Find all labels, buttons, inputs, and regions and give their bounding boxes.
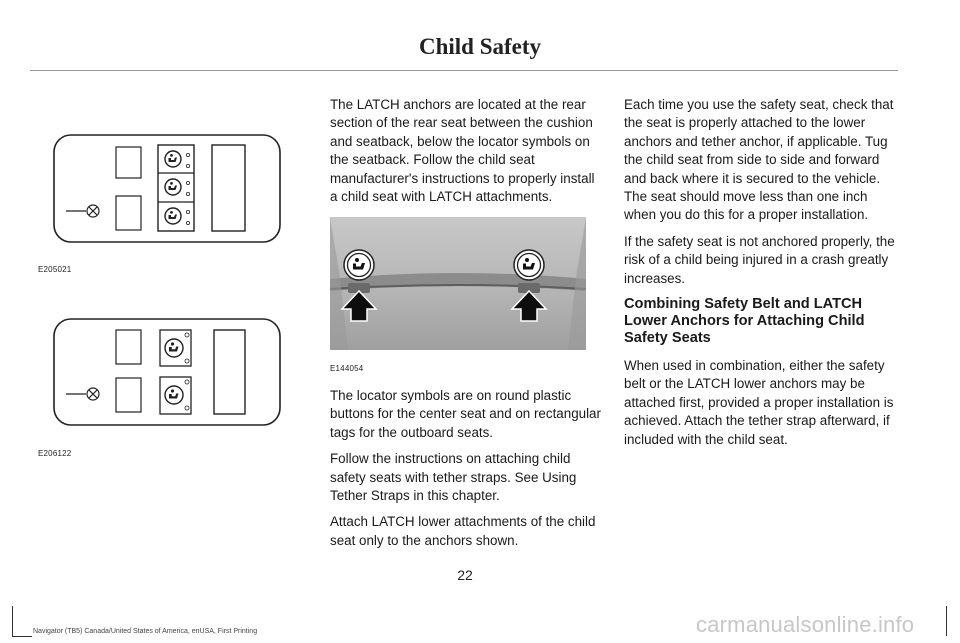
page-number: 22 (457, 567, 473, 583)
paragraph: Attach LATCH lower attachments of the child seat only to the anchors shown. (330, 514, 596, 548)
child-seat-anchor-icon (165, 208, 181, 224)
child-seat-anchor-icon (165, 179, 181, 195)
header-divider (30, 70, 898, 71)
crop-mark (12, 636, 32, 637)
paragraph: Each time you use the safety seat, check that the seat is properly attached to the lower anchors and tether anchor, if applicable. Tug the child seat from side to side and forward and back where it is secured to the vehicle. The seat should move less than one inch when you do this for a proper installation. (624, 97, 894, 223)
footer-text: Navigator (TB5) Canada/United States of America, enUSA, First Printing (33, 628, 258, 635)
paragraph: Follow the instructions on attaching child safety seats with tether straps. See Using Tether Straps in this chapter. (330, 451, 577, 504)
paragraph: If the safety seat is not anchored properly, the risk of a child being injured in a crash greatly increases. (624, 233, 895, 286)
paragraph: When used in combination, either the safety belt or the LATCH lower anchors may be attached first, provided a proper installation is achieved. Attach the tether strap afterward, if included with the child seat. (624, 358, 894, 447)
middle-column (330, 96, 602, 214)
child-seat-anchor-icon (165, 151, 181, 167)
paragraph: The locator symbols are on round plastic buttons for the center seat and on rectangular tags for the outboard seats. (330, 388, 601, 440)
middle-column-lower (330, 387, 602, 558)
figure-label: E205021 (38, 265, 72, 274)
child-seat-anchor-icon (344, 250, 374, 280)
child-seat-anchor-icon (514, 250, 544, 280)
crop-mark (12, 606, 13, 636)
figure-label: E144054 (330, 364, 364, 373)
child-seat-anchor-icon (165, 339, 183, 357)
section-heading: Combining Safety Belt and LATCH Lower Anchors for Attaching Child Safety Seats (624, 296, 865, 347)
figure-label: E206122 (38, 449, 72, 458)
child-seat-anchor-icon (165, 386, 183, 404)
latch-diagram-three-seat (52, 133, 284, 245)
crop-mark (946, 606, 947, 636)
latch-anchor-photo (330, 217, 586, 350)
paragraph: The LATCH anchors are located at the rear section of the rear seat between the cushion and seatback, below the locator symbols on the seatback. Follow the child seat manufacturer's instructions to properly install a child seat with LATCH attachments. (330, 97, 595, 205)
latch-diagram-two-seat (52, 317, 284, 429)
right-column (624, 96, 898, 457)
page-title: Child Safety (418, 34, 542, 59)
watermark: carmanualsonline.info (696, 612, 915, 637)
